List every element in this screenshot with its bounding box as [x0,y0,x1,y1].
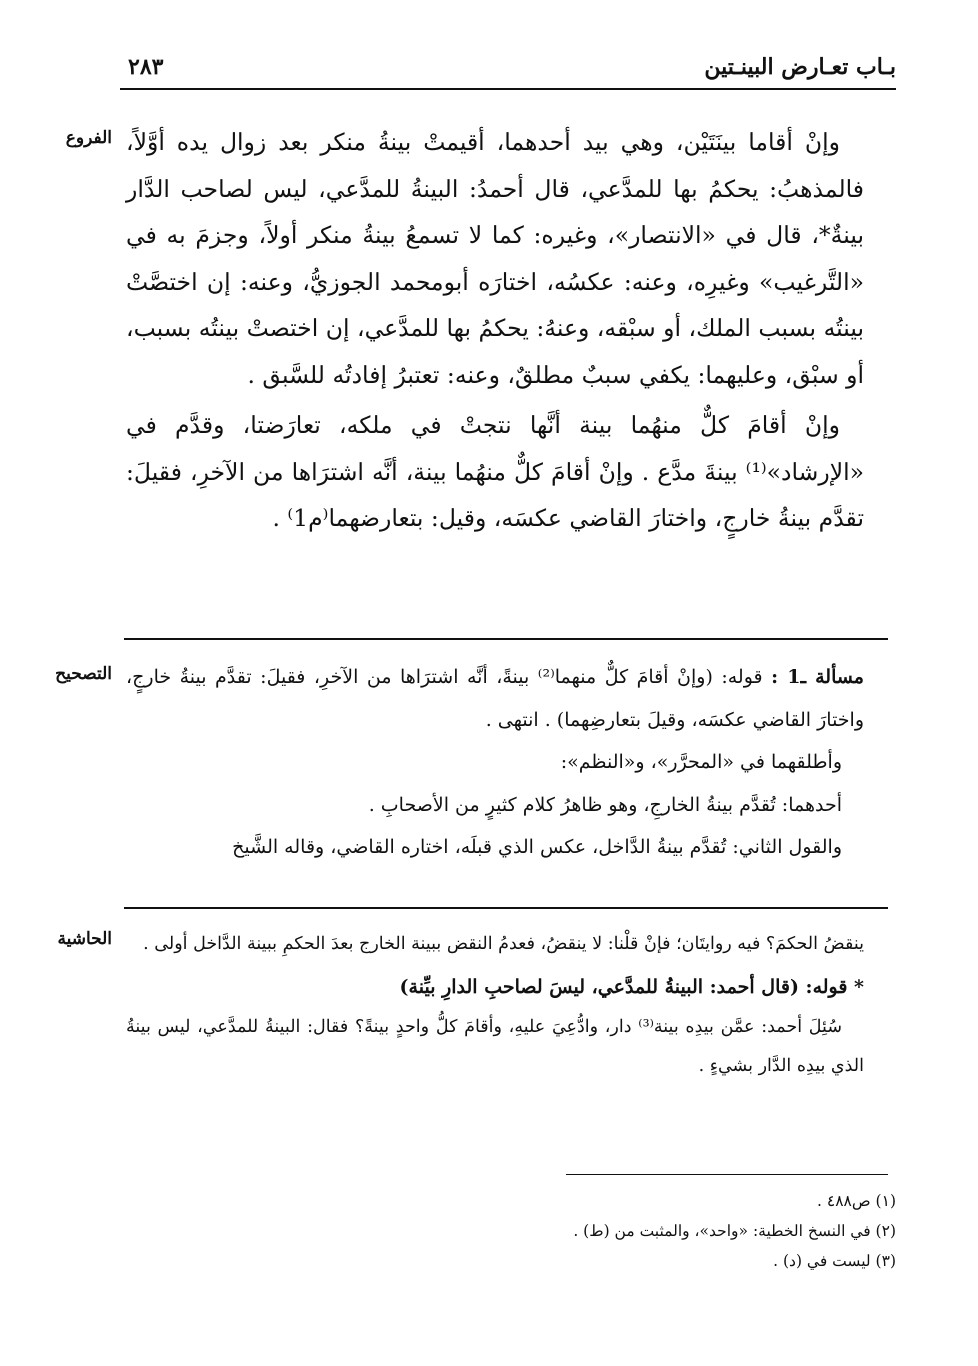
page-number: ٢٨٣ [128,54,164,80]
footnote-2: (٢) في النسخ الخطية: «واحد»، والمثبت من (ط) . [573,1222,896,1240]
footnote-3: (٣) ليست في (د) . [773,1252,896,1270]
hashiya-paragraph-2: سُئِلَ أحمد: عمَّن بيدِه بينة⁽³⁾ دار، وادُّعِيَ عليهِ، وأقامَ كلُّ واحدٍ بينةً؟ فقال: البينةُ للمدَّعي، ليس بينةُ الذي بيدِه الدَّار بشيءٍ . [126,1017,864,1076]
tashih-paragraph-1 [126,656,864,741]
footnote-separator [566,1174,888,1175]
side-label-tashih: التصحيح [55,664,112,684]
tashih-paragraph-4: والقول الثاني: تُقدَّم بينةُ الدَّاخل، عكس الذي قبلَه، اختاره القاضي، وقاله الشَّيخ [232,836,842,858]
hashiya-heading: * قوله: (قال أحمد: البينةُ للمدَّعي، ليسَ لصاحبِ الدارِ بيِّنة) [399,975,864,998]
hashiya-paragraph-1: ينقضُ الحكمَ؟ فيه روايتَان؛ فإنْ قلْنا: لا ينقضُ، فعدمُ النقض ببينة الخارج بعدَ الحكمِ ببينة الدَّاخل أولى . [143,934,864,954]
separator-rule-hashiya [124,907,888,909]
footnote-1: (١) ص٤٨٨ . [817,1192,896,1210]
footnotes [126,1186,896,1276]
running-title: بـاب تعـارض البينـتين [704,54,896,80]
main-text [126,119,864,542]
hashiya-section [126,925,864,1085]
page-header [120,52,896,90]
separator-rule-tashih [124,638,888,640]
side-label-hashiya: الحاشية [57,929,112,949]
main-paragraph-2: وإنْ أقامَ كلٌّ منهُما بينة أنَّها نتجتْ في ملكه، تعارَضتا، وقدَّم في «الإرشاد»⁽¹⁾ بينةَ مدَّع . وإنْ أقامَ كلٌّ منهُما بينة، أنَّه اشترَاها من الآخرِ، فقيلَ: تقدَّم بينةُ خارجٍ، واختارَ القاضي عكسَه، وقيل: بتعارضهما⁽م1⁾ . [126,411,864,532]
masala-label: مسألة ـ1 : [771,666,864,688]
tashih-section [126,656,864,869]
side-label-furu: الفروع [65,128,112,148]
tashih-paragraph-3: أحدهما: تُقدَّم بينةُ الخارجِ، وهو ظاهرُ كلام كثيرٍ من الأصحابِ . [368,793,842,816]
main-paragraph-1: وإنْ أقاما بينَتَيْن، وهي بيد أحدهما، أقيمتْ بينةُ منكر بعد زوال يده أوَّلاً، فالمذهبُ: يحكمُ بها للمدَّعي، قال أحمدُ: البينةُ للمدَّعي، ليس لصاحب الدَّار بينةٌ*، قال في «الانتصار»، وغيره: كما لا تسمعُ بينةُ منكر أولاً، وجزمَ به في «التَّرغيب» وغيرِه، وعنه: عكسُه، اختارَه أبومحمد الجوزيُّ، وعنه: إن اختصَّتْ بينتُه بسبب الملك، أو سبْقه، وعنهُ: يحكمُ بها للمدَّعي، إن اختصتْ بينتُه بسبب، أو سبْق، وعليهما: يكفي سببٌ مطلقٌ، وعنه: تعتبرُ إفادتُه للسَّبق . [126,128,864,389]
tashih-paragraph-2: وأطلقهما في «المحرَّر»، و«النظم»: [560,751,842,773]
tashih-quote: قوله: (وإنْ أقامَ كلٌّ منهما⁽²⁾ بينةً، أنَّه اشترَاها من الآخرِ، فقيلَ: تقدَّم بينةُ خارجٍ، واختارَ القاضي عكسَه، وقيلَ بتعارضِهما) . انتهى . [126,666,864,731]
